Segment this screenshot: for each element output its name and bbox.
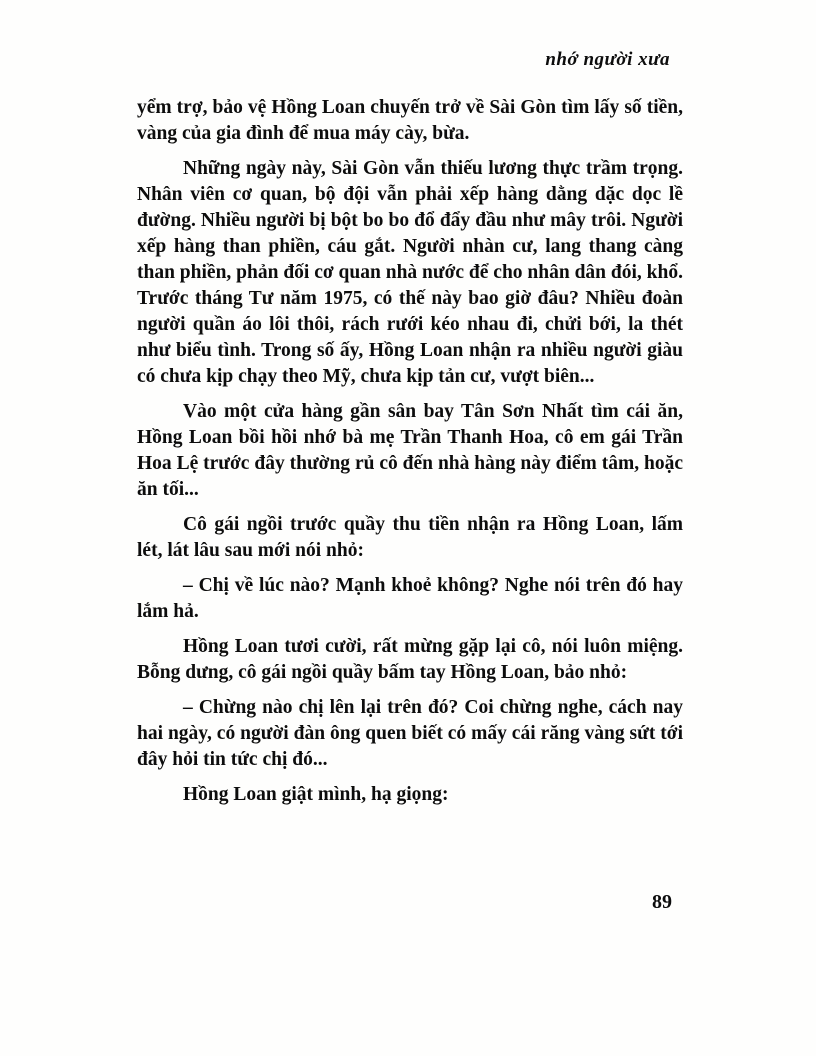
paragraph: Hồng Loan tươi cười, rất mừng gặp lại cô, nói luôn miệng. Bỗng dưng, cô gái ngồi quầy bấm tay Hồng Loan, bảo nhỏ:: [137, 636, 683, 683]
paragraph-continuation: yểm trợ, bảo vệ Hồng Loan chuyến trở về Sài Gòn tìm lấy số tiền, vàng của gia đình để mua máy cày, bừa.: [137, 97, 683, 144]
paragraph: Những ngày này, Sài Gòn vẫn thiếu lương thực trầm trọng. Nhân viên cơ quan, bộ đội vẫn phải xếp hàng dằng dặc dọc lề đường. Nhiều người bị bột bo bo đổ đẩy đầu như mây trôi. Người xếp hàng than phiền, cáu gắt. Người nhàn cư, lang thang càng than phiền, phản đối cơ quan nhà nước để cho nhân dân đói, khổ. Trước tháng Tư năm 1975, có thế này bao giờ đâu? Nhiều đoàn người quần áo lôi thôi, rách rưới kéo nhau đi, chửi bới, la thét như biểu tình. Trong số ấy, Hồng Loan nhận ra nhiều người giàu có chưa kịp chạy theo Mỹ, chưa kịp tản cư, vượt biên...: [137, 158, 683, 387]
paragraph: Hồng Loan giật mình, hạ giọng:: [183, 784, 449, 805]
paragraph-dialogue: – Chừng nào chị lên lại trên đó? Coi chừng nghe, cách nay hai ngày, có người đàn ông quen biết có mấy cái răng vàng sứt tới đây hỏi tin tức chị đó...: [137, 697, 683, 770]
page-number: 89: [652, 891, 672, 913]
paragraph: Cô gái ngồi trước quầy thu tiền nhận ra Hồng Loan, lấm lét, lát lâu sau mới nói nhỏ:: [137, 514, 683, 561]
paragraph: Vào một cửa hàng gần sân bay Tân Sơn Nhất tìm cái ăn, Hồng Loan bồi hồi nhớ bà mẹ Trần Thanh Hoa, cô em gái Trần Hoa Lệ trước đây thường rủ cô đến nhà hàng này điểm tâm, hoặc ăn tối...: [137, 401, 683, 500]
body-text-block: [137, 95, 683, 817]
paragraph-dialogue: – Chị về lúc nào? Mạnh khoẻ không? Nghe nói trên đó hay lắm hả.: [137, 575, 683, 622]
running-header: nhớ người xưa: [545, 49, 670, 70]
